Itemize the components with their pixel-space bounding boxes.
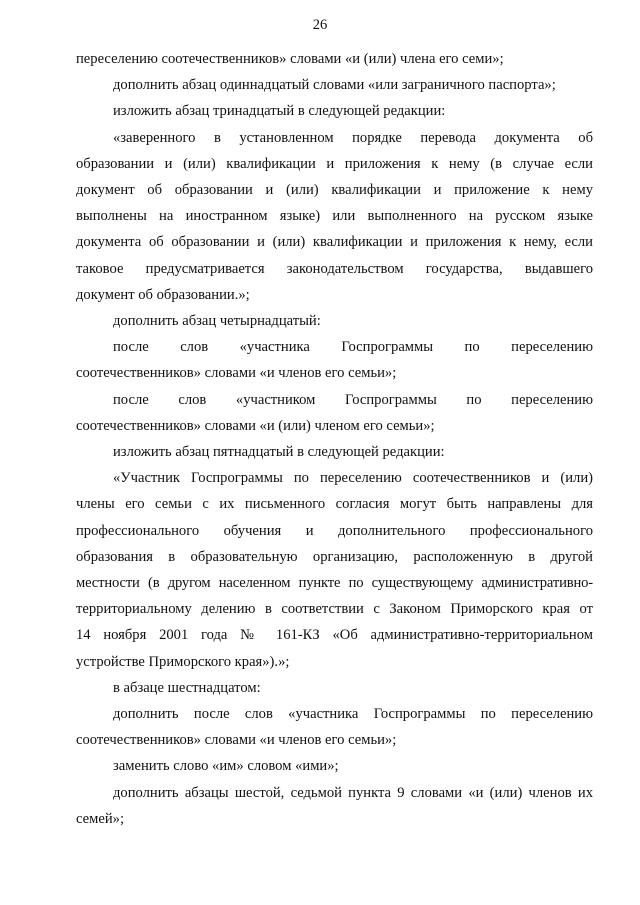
paragraph [76,334,593,386]
paragraph [76,465,593,675]
text-line: соотечественников» словами «и (или) членом его семьи»; [76,417,435,434]
text-line: изложить абзац тринадцатый в следующей редакции: [113,103,446,120]
paragraph [76,98,593,124]
text-line: «Участник Госпрограммы по переселению соотечественников и (или) [113,470,593,487]
text-line: дополнить абзацы шестой, седьмой пункта 9 словами «и (или) членов их [113,784,593,801]
text-line: выполнены на иностранном языке) или выполненного на русском языке [76,208,593,225]
text-line: в абзаце шестнадцатом: [113,679,261,696]
text-line: после слов «участником Госпрограммы по переселению [113,391,593,408]
document-body [76,46,593,832]
text-line: дополнить абзац четырнадцатый: [113,313,321,330]
page-number: 26 [312,17,328,33]
text-line: образования в образовательную организацию, расположенную в другой [76,548,593,565]
paragraph [76,308,593,334]
text-line: члены его семьи с их письменного согласия могут быть направлены для [76,496,593,513]
text-line: территориальному делению в соответствии с Законом Приморского края от [76,601,593,618]
text-line: устройстве Приморского края»).»; [76,653,290,670]
text-line: переселению соотечественников» словами «и (или) члена его семи»; [76,51,504,67]
text-line: дополнить абзац одиннадцатый словами «или заграничного паспорта»; [113,77,556,94]
text-line: «заверенного в установленном порядке перевода документа об [113,129,593,146]
paragraph [76,780,593,832]
paragraph [76,72,593,98]
text-line: образовании и (или) квалификации и приложения к нему (в случае если [76,155,593,172]
text-line: документ об образовании и (или) квалификации и приложение к нему [76,182,593,199]
paragraph [76,753,593,779]
text-line: 14 ноября 2001 года № 161-КЗ «Об административно-территориальном [76,627,593,644]
text-line: изложить абзац пятнадцатый в следующей редакции: [113,444,445,461]
text-line: заменить слово «им» словом «ими»; [113,758,339,775]
text-line: документ об образовании.»; [76,286,250,303]
text-line: профессионального обучения и дополнительного профессионального [76,522,593,539]
paragraph [76,46,593,72]
paragraph [76,125,593,308]
text-line: семей»; [76,810,125,827]
text-line: местности (в другом населенном пункте по существующему административно- [76,575,593,592]
paragraph [76,387,593,439]
text-line: дополнить после слов «участника Госпрограммы по переселению [113,706,593,723]
paragraph [76,675,593,701]
text-line: соотечественников» словами «и членов его семьи»; [76,732,397,749]
paragraph [76,439,593,465]
text-line: документа об образовании и (или) квалификации и приложения к нему, если [76,234,593,251]
text-line: соотечественников» словами «и членов его семьи»; [76,365,397,382]
text-line: таковое предусматривается законодательством государства, выдавшего [76,260,593,277]
text-line: после слов «участника Госпрограммы по переселению [113,339,593,356]
paragraph [76,701,593,753]
